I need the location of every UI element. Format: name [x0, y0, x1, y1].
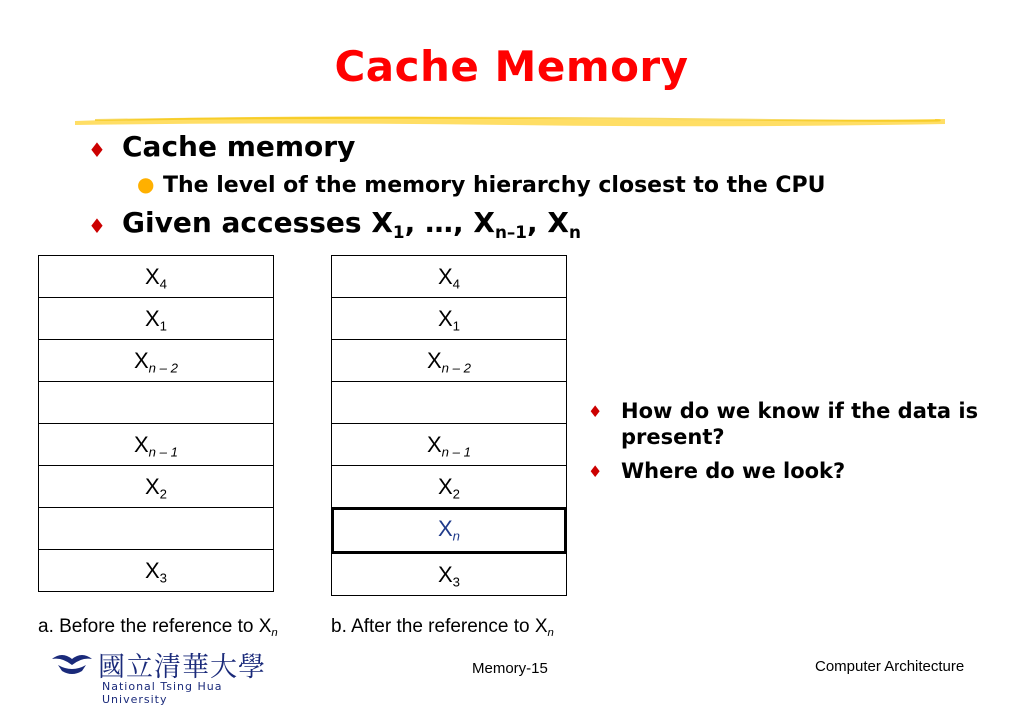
sub-bullet-level: The level of the memory hierarchy closest to the CPU: [163, 173, 826, 198]
logo-emblem-icon: [50, 649, 94, 679]
bullet-diamond-icon: ♦: [88, 214, 106, 238]
bullet-cache-memory: Cache memory: [122, 130, 356, 163]
logo-chinese-text: 國立清華大學: [98, 652, 266, 683]
cache-after-row: $X_{n - 1}$: [331, 424, 567, 466]
cache-after-row-new-entry: $X_n$: [331, 507, 567, 554]
caption-after: b. After the reference to $X_n$: [331, 616, 554, 639]
bullet-dot-icon: ●: [137, 172, 155, 196]
side-bullet-where-look: Where do we look?: [621, 459, 846, 483]
cache-before-row: $X_1$: [38, 298, 274, 340]
nthu-logo: [50, 645, 290, 706]
slide-title: Cache Memory: [334, 42, 689, 91]
slide-number: Memory-15: [472, 660, 548, 677]
cache-after-row: $X_4$: [331, 256, 567, 298]
bullet-given-accesses: Given accesses $X_1$, …, $X_{n-1}$, $X_n$: [122, 206, 581, 242]
cache-before-row: $X_{n - 1}$: [38, 424, 274, 466]
cache-after: [331, 255, 567, 596]
title-underline-highlight: [75, 112, 945, 128]
cache-after-row: $X_2$: [331, 466, 567, 508]
cache-after-row: $X_1$: [331, 298, 567, 340]
cache-after-row: $X_{n - 2}$: [331, 340, 567, 382]
bullet-diamond-icon: ♦: [88, 138, 106, 162]
bullet-diamond-icon: ♦: [588, 402, 603, 421]
course-name: Computer Architecture: [815, 658, 965, 675]
cache-after-row-empty: [331, 382, 567, 424]
logo-english-text: National Tsing Hua University: [102, 680, 223, 706]
bullet-diamond-icon: ♦: [588, 462, 603, 481]
cache-before-row: $X_2$: [38, 466, 274, 508]
cache-before-row: $X_3$: [38, 550, 274, 592]
caption-before: a. Before the reference to $X_n$: [38, 616, 278, 639]
cache-before: [38, 255, 274, 592]
cache-before-row: $X_{n - 2}$: [38, 340, 274, 382]
cache-before-row-empty: [38, 382, 274, 424]
cache-after-row: $X_3$: [331, 554, 567, 596]
cache-before-row: $X_4$: [38, 256, 274, 298]
side-bullet-data-present: How do we know if the data is present?: [621, 399, 979, 449]
cache-before-row-empty: [38, 508, 274, 550]
